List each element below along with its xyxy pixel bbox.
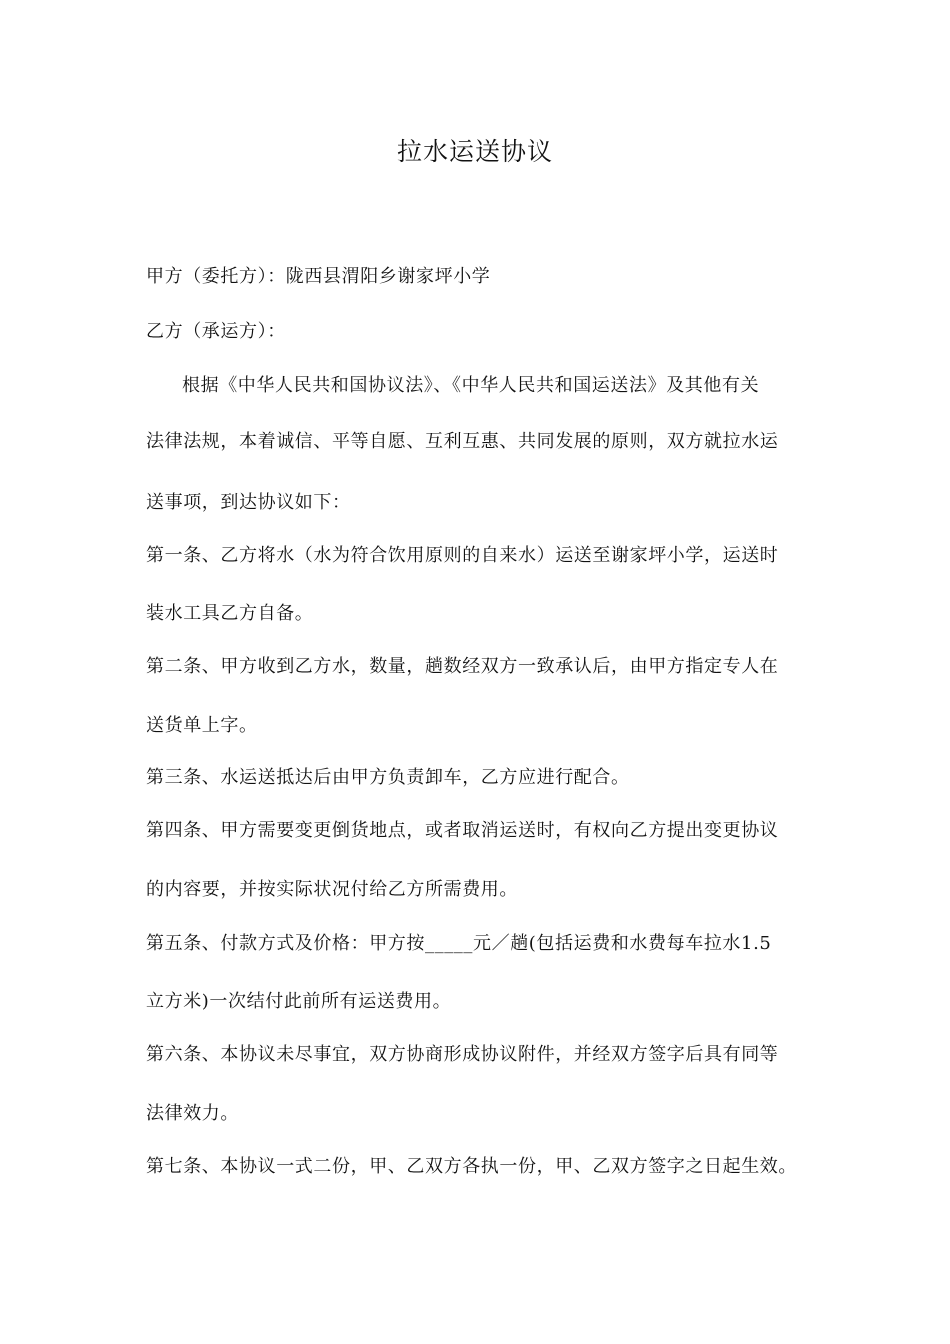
preamble-line: 送事项，到达协议如下： [146, 492, 351, 513]
preamble-line: 法律法规，本着诚信、平等自愿、互利互惠、共同发展的原则，双方就拉水运 [146, 431, 779, 452]
party-a: 甲方（委托方）：陇西县渭阳乡谢家坪小学 [146, 266, 491, 287]
article-2-line: 送货单上字。 [146, 715, 258, 736]
document-title: 拉水运送协议 [396, 137, 553, 166]
article-4-line: 的内容要，并按实际状况付给乙方所需费用。 [146, 879, 518, 900]
article-4-line: 第四条、甲方需要变更倒货地点，或者取消运送时，有权向乙方提出变更协议 [146, 820, 779, 841]
article-5-line: 立方米)一次结付此前所有运送费用。 [146, 991, 452, 1012]
article-1-line: 装水工具乙方自备。 [146, 603, 314, 624]
article-5-line: 第五条、付款方式及价格：甲方按_____元／趟(包括运费和水费每车拉水1.5 [146, 933, 772, 954]
article-6-line: 第六条、本协议未尽事宜，双方协商形成协议附件，并经双方签字后具有同等 [146, 1044, 779, 1065]
article-6-line: 法律效力。 [146, 1103, 239, 1124]
article-1-line: 第一条、乙方将水（水为符合饮用原则的自来水）运送至谢家坪小学，运送时 [146, 545, 779, 566]
party-b: 乙方（承运方）： [146, 321, 286, 342]
article-2-line: 第二条、甲方收到乙方水，数量，趟数经双方一致承认后，由甲方指定专人在 [146, 656, 779, 677]
article-3-line: 第三条、水运送抵达后由甲方负责卸车，乙方应进行配合。 [146, 767, 630, 788]
preamble-line: 根据《中华人民共和国协议法》、《中华人民共和国运送法》及其他有关 [182, 375, 760, 396]
article-7-line: 第七条、本协议一式二份，甲、乙双方各执一份，甲、乙双方签字之日起生效。 [146, 1156, 797, 1177]
